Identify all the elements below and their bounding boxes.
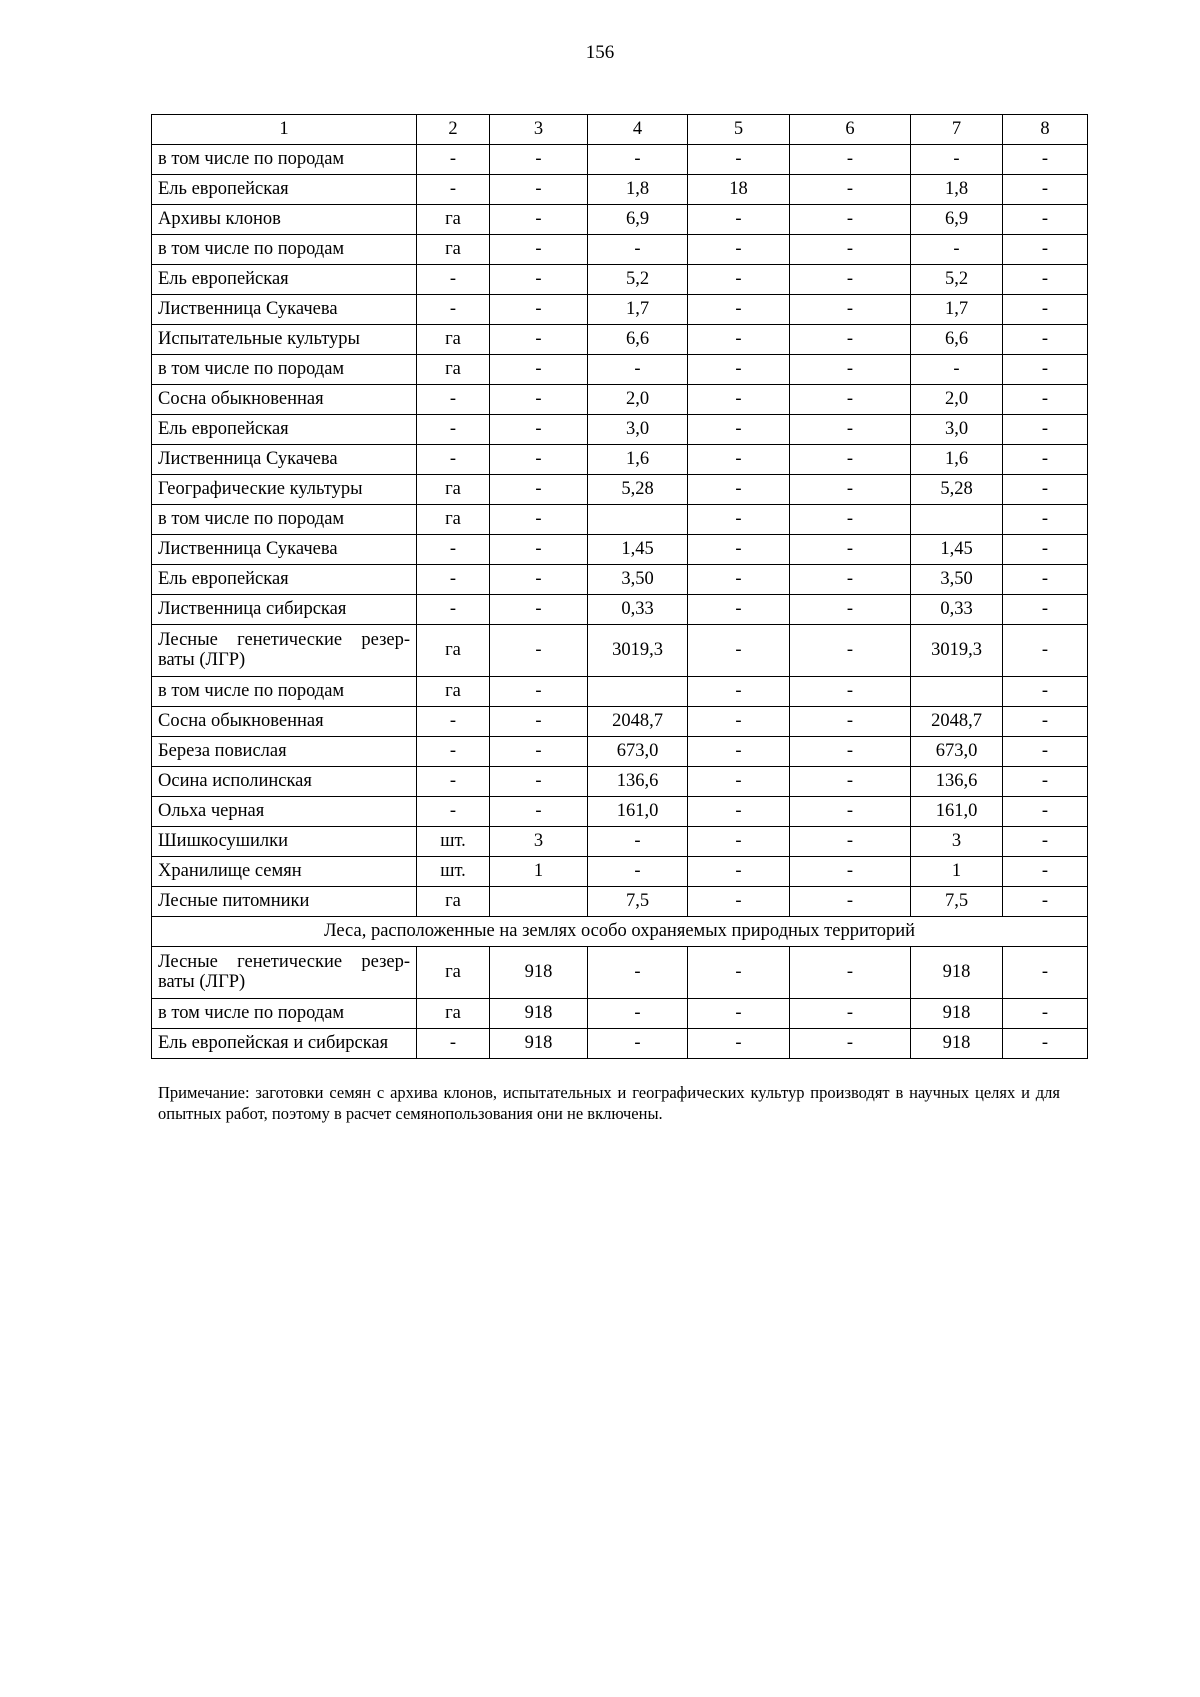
table-cell: - [1003,677,1088,707]
table-cell: 5,28 [911,475,1003,505]
table-cell: - [588,145,688,175]
table-cell: 1,8 [911,175,1003,205]
table-cell [588,505,688,535]
table-cell: - [490,737,588,767]
row-label: Ель европейская и сибирская [152,1029,417,1059]
table-cell: - [490,595,588,625]
table-cell: - [790,947,911,999]
table-cell: - [1003,205,1088,235]
table-cell: - [588,827,688,857]
table-cell: 7,5 [588,887,688,917]
table-cell: - [490,565,588,595]
table-cell: шт. [417,827,490,857]
table-cell: - [1003,595,1088,625]
table-cell: - [490,205,588,235]
table-cell: - [790,295,911,325]
header-cell: 6 [790,115,911,145]
table-cell: 3,50 [911,565,1003,595]
table-row [152,505,1088,535]
table-cell: - [1003,887,1088,917]
table-cell [588,677,688,707]
table-cell: 3 [490,827,588,857]
table-cell: 6,6 [588,325,688,355]
table-cell: - [688,415,790,445]
table-row [152,827,1088,857]
table-cell: - [790,625,911,677]
table-cell: - [790,205,911,235]
table-cell: - [1003,175,1088,205]
table-cell: - [688,857,790,887]
table-cell: - [688,827,790,857]
table-cell: - [417,737,490,767]
table-cell: - [1003,265,1088,295]
table-cell: - [911,145,1003,175]
seed-base-table [151,114,1088,1059]
header-row [152,115,1088,145]
table-cell: - [1003,565,1088,595]
table-cell: 5,28 [588,475,688,505]
table-cell: - [688,385,790,415]
table-cell: 18 [688,175,790,205]
table-cell: 6,9 [588,205,688,235]
table-cell: га [417,505,490,535]
table-row [152,445,1088,475]
table-cell: - [790,415,911,445]
table-cell: - [688,355,790,385]
row-label: в том числе по породам [152,999,417,1029]
header-cell: 5 [688,115,790,145]
table-cell: га [417,205,490,235]
table-cell: - [790,355,911,385]
table-row [152,475,1088,505]
table-cell: - [790,565,911,595]
row-label: Архивы клонов [152,205,417,235]
table-cell: - [417,295,490,325]
table-cell: - [790,707,911,737]
table-cell: га [417,625,490,677]
table-cell: - [490,677,588,707]
table-cell: - [688,677,790,707]
table-row [152,145,1088,175]
table-cell: га [417,235,490,265]
table-row [152,235,1088,265]
table-cell: 161,0 [911,797,1003,827]
table-cell: - [417,1029,490,1059]
table-cell: 0,33 [588,595,688,625]
table-cell: 136,6 [911,767,1003,797]
table-cell: - [490,707,588,737]
table-cell: - [490,505,588,535]
table-cell: - [790,595,911,625]
row-label: Ель европейская [152,565,417,595]
table-row [152,415,1088,445]
row-label: Сосна обыкновенная [152,707,417,737]
table-cell: - [490,325,588,355]
table-row [152,1029,1088,1059]
row-label: в том числе по породам [152,355,417,385]
row-label: Ель европейская [152,415,417,445]
table-cell: - [490,475,588,505]
table-cell: 1,45 [911,535,1003,565]
table-cell: га [417,887,490,917]
table-cell: - [688,565,790,595]
table-cell: - [1003,827,1088,857]
table-cell: - [688,625,790,677]
table-cell: 3019,3 [911,625,1003,677]
table-cell: 3,0 [588,415,688,445]
table-cell: - [688,505,790,535]
table-cell: - [688,767,790,797]
table-cell: 918 [911,947,1003,999]
table-cell: 136,6 [588,767,688,797]
row-label: Сосна обыкновенная [152,385,417,415]
table-cell: - [417,707,490,737]
table-row [152,385,1088,415]
table-row [152,797,1088,827]
table-cell: - [417,415,490,445]
table-cell: 673,0 [911,737,1003,767]
page-number: 156 [585,42,615,63]
row-label: Лесные генетические резер-ваты (ЛГР) [152,625,417,677]
table-cell: - [490,145,588,175]
table-cell: 1 [490,857,588,887]
table-cell: - [688,999,790,1029]
table-cell: - [417,175,490,205]
table-cell: - [1003,385,1088,415]
table-cell: - [490,445,588,475]
row-label: Испытательные культуры [152,325,417,355]
header-cell: 2 [417,115,490,145]
row-label: Хранилище семян [152,857,417,887]
table-cell: - [688,595,790,625]
row-label: Лиственница сибирская [152,595,417,625]
table-cell: 1,7 [588,295,688,325]
table-cell: - [688,235,790,265]
row-label: Шишкосушилки [152,827,417,857]
table-cell: 1,6 [911,445,1003,475]
table-body [152,115,1088,1059]
row-label: Лесные генетические резер-ваты (ЛГР) [152,947,417,999]
table-row [152,565,1088,595]
table-cell: га [417,999,490,1029]
table-cell: - [1003,947,1088,999]
table-row [152,205,1088,235]
table-cell: - [417,595,490,625]
table-cell: га [417,947,490,999]
table-cell: - [688,797,790,827]
header-cell: 1 [152,115,417,145]
row-label: Ель европейская [152,175,417,205]
table-cell: - [1003,145,1088,175]
table-cell: - [790,475,911,505]
table-row [152,535,1088,565]
table-cell: - [417,535,490,565]
table-cell: - [1003,505,1088,535]
table-cell: 673,0 [588,737,688,767]
table-row [152,947,1088,999]
table-cell: - [490,385,588,415]
table-cell: - [490,625,588,677]
table-cell: - [1003,355,1088,385]
table-cell: - [790,385,911,415]
table-cell: - [790,767,911,797]
row-label: Ольха черная [152,797,417,827]
table-cell: - [790,857,911,887]
row-label: Географические культуры [152,475,417,505]
table-row [152,295,1088,325]
table-cell: - [688,947,790,999]
table-row [152,677,1088,707]
table-cell: - [688,737,790,767]
table-row [152,887,1088,917]
table-cell: - [490,235,588,265]
table-cell: - [1003,1029,1088,1059]
table-cell: - [1003,797,1088,827]
table-cell: - [417,445,490,475]
table-cell: - [1003,857,1088,887]
table-row [152,175,1088,205]
table-cell: - [688,295,790,325]
table-cell: - [911,235,1003,265]
table-cell: 1 [911,857,1003,887]
table-cell: 918 [490,1029,588,1059]
table-row [152,767,1088,797]
section-title: Леса, расположенные на землях особо охраняемых природных территорий [152,917,1088,947]
footnote: Примечание: заготовки семян с архива клонов, испытательных и географических культур производят в научных целях и для опытных работ, поэтому в расчет семянопользования они не включены. [158,1083,1060,1123]
table-cell: - [490,797,588,827]
table-cell: - [1003,235,1088,265]
table-cell: - [588,355,688,385]
table-cell: - [911,355,1003,385]
table-cell: - [790,265,911,295]
table-cell: га [417,355,490,385]
table-cell: шт. [417,857,490,887]
table-cell: - [688,887,790,917]
table-cell: - [790,175,911,205]
table-cell: 1,8 [588,175,688,205]
table-cell: 6,6 [911,325,1003,355]
table-row [152,857,1088,887]
table-cell: га [417,325,490,355]
table-cell: - [688,475,790,505]
table-cell: 1,7 [911,295,1003,325]
table-cell: 5,2 [911,265,1003,295]
table-cell: 161,0 [588,797,688,827]
table-cell: 5,2 [588,265,688,295]
table-cell: - [1003,325,1088,355]
row-label: Ель европейская [152,265,417,295]
table-cell: - [790,999,911,1029]
table-cell: - [688,205,790,235]
table-cell: 3,0 [911,415,1003,445]
table-cell: - [1003,535,1088,565]
table-cell: - [588,947,688,999]
table-cell [911,677,1003,707]
table-cell: - [790,325,911,355]
table-cell: - [790,235,911,265]
table-cell: - [688,707,790,737]
table-cell: 3,50 [588,565,688,595]
table-cell: - [688,325,790,355]
table-cell: - [588,999,688,1029]
table-cell: 2048,7 [588,707,688,737]
table-cell: - [417,385,490,415]
table-cell: - [790,887,911,917]
table-cell: - [490,265,588,295]
table-cell: - [490,767,588,797]
section-row [152,917,1088,947]
row-label: Лиственница Сукачева [152,535,417,565]
row-label: Береза повислая [152,737,417,767]
table-cell: 2,0 [588,385,688,415]
table-cell: - [1003,475,1088,505]
row-label: в том числе по породам [152,505,417,535]
table-cell: 1,45 [588,535,688,565]
table-cell: - [490,355,588,385]
table-row [152,737,1088,767]
table-cell: - [588,235,688,265]
row-label: в том числе по породам [152,145,417,175]
table-cell [490,887,588,917]
table-cell: 918 [911,999,1003,1029]
table-cell: - [688,1029,790,1059]
table-cell: 918 [490,947,588,999]
table-cell: га [417,677,490,707]
table-cell: - [790,505,911,535]
table-cell: - [417,145,490,175]
row-label: Лесные питомники [152,887,417,917]
row-label: Лиственница Сукачева [152,295,417,325]
table-cell: - [588,857,688,887]
table-cell: - [688,145,790,175]
row-label: в том числе по породам [152,677,417,707]
row-label: Лиственница Сукачева [152,445,417,475]
table-cell: - [790,145,911,175]
table-cell: 2048,7 [911,707,1003,737]
table-cell: 7,5 [911,887,1003,917]
table-cell: га [417,475,490,505]
table-cell: - [588,1029,688,1059]
table-cell: 6,9 [911,205,1003,235]
table-cell: - [790,677,911,707]
table-row [152,595,1088,625]
header-cell: 7 [911,115,1003,145]
header-cell: 3 [490,115,588,145]
table-cell: - [417,797,490,827]
header-cell: 8 [1003,115,1088,145]
table-cell: - [688,265,790,295]
table-cell: 918 [911,1029,1003,1059]
table-cell: - [1003,295,1088,325]
table-row [152,625,1088,677]
table-cell: - [1003,445,1088,475]
table-row [152,707,1088,737]
row-label: Осина исполинская [152,767,417,797]
table-row [152,999,1088,1029]
table-cell: - [1003,737,1088,767]
table-cell: - [790,797,911,827]
table-cell: - [1003,767,1088,797]
table-cell: - [1003,999,1088,1029]
header-cell: 4 [588,115,688,145]
table-cell: - [490,295,588,325]
table-cell: - [790,737,911,767]
table-cell: - [1003,707,1088,737]
table-cell: - [688,445,790,475]
table-cell: 3019,3 [588,625,688,677]
table-cell: 1,6 [588,445,688,475]
table-cell: - [490,535,588,565]
table-cell: 2,0 [911,385,1003,415]
table-cell: - [1003,415,1088,445]
table-cell: - [688,535,790,565]
table-cell: - [790,827,911,857]
table-cell [911,505,1003,535]
table-cell: 0,33 [911,595,1003,625]
table-row [152,355,1088,385]
table-cell: - [790,1029,911,1059]
table-cell: - [417,767,490,797]
table-cell: - [417,265,490,295]
row-label: в том числе по породам [152,235,417,265]
table-cell: - [417,565,490,595]
table-cell: - [490,175,588,205]
table-cell: - [790,445,911,475]
table-cell: 918 [490,999,588,1029]
table-cell: - [790,535,911,565]
table-cell: - [1003,625,1088,677]
table-row [152,325,1088,355]
table-cell: 3 [911,827,1003,857]
table-cell: - [490,415,588,445]
table-row [152,265,1088,295]
